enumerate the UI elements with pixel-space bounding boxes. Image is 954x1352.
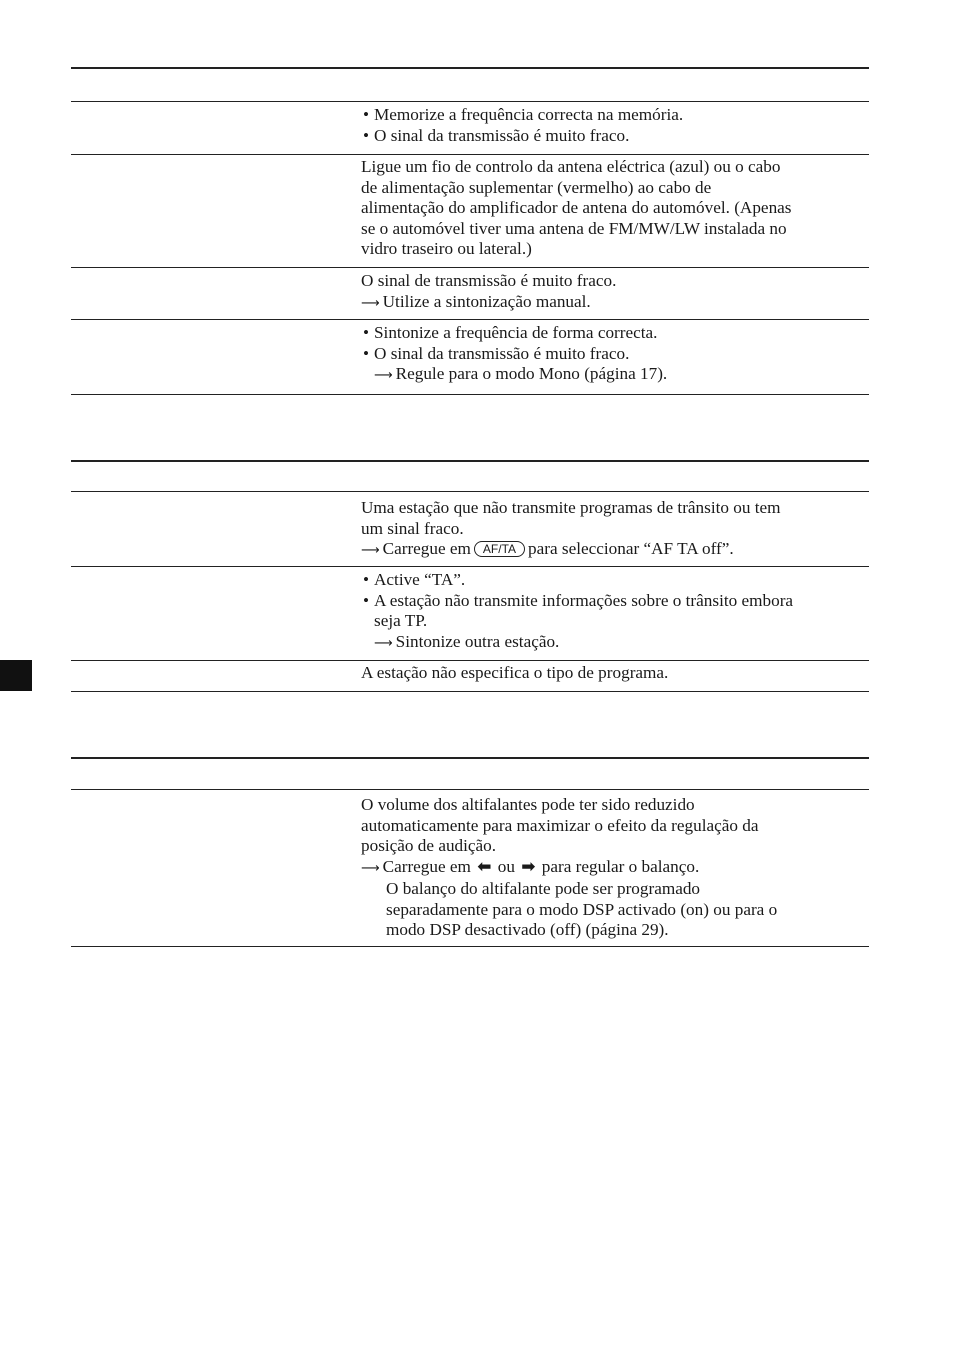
bullet-item: • O sinal da transmissão é muito fraco. [361,344,873,365]
text-segment: Carregue em [382,856,471,876]
text-line: O balanço do altifalante pode ser programado [386,879,701,898]
section3-row1-answer [361,795,873,941]
text-segment: para seleccionar “AF TA off”. [528,539,734,558]
section2-row2-answer [361,570,873,654]
text-line: A estação não especifica o tipo de programa. [361,663,669,682]
row-divider [71,154,869,155]
text-line: automaticamente para maximizar o efeito da regulação da [361,815,759,835]
text-line: Sintonize outra estação. [395,631,560,651]
text-segment: ou [497,856,515,876]
arrow-right-icon: ⟶ [374,635,393,651]
section2-header-rule [71,491,869,492]
af-ta-key-icon: AF/TA [474,541,525,557]
text-line: Ligue um fio de controlo da antena eléctrica (azul) ou o cabo [361,157,781,176]
section1-top-rule [71,67,869,69]
text-line: Utilize a sintonização manual. [382,291,591,311]
arrow-right-icon: ⟶ [361,295,380,311]
left-arrow-key-icon: ⬅ [477,856,492,877]
text-line: posição de audição. [361,836,497,855]
section2-bottom-rule [71,691,869,692]
text-line: O volume dos altifalantes pode ter sido reduzido [361,795,695,814]
row-divider [71,267,869,268]
text-line: de alimentação suplementar (vermelho) ao cabo de [361,177,712,197]
bullet-item: • Memorize a frequência correcta na memória. [361,105,873,126]
bullet-item: • Sintonize a frequência de forma correcta. [361,323,873,344]
text-line: Regule para o modo Mono (página 17). [395,364,668,383]
text-line: um sinal fraco. [361,518,464,538]
section3-top-rule [71,757,869,759]
section2-row3-answer [361,663,873,684]
section1-row4-answer [361,323,873,387]
arrow-right-icon: ⟶ [374,368,393,383]
section1-bottom-rule [71,394,869,395]
bullet-item: • A estação não transmite informações sobre o trânsito embora [361,591,873,612]
text-line: vidro traseiro ou lateral.) [361,239,532,258]
text-line: separadamente para o modo DSP activado (on) ou para o [386,899,778,919]
section1-row2-answer [361,157,873,260]
section3-bottom-rule [71,946,869,947]
row-divider [71,566,869,567]
side-tab-marker [0,660,32,691]
text-line: alimentação do amplificador de antena do automóvel. (Apenas [361,198,792,217]
section1-row3-answer [361,271,873,314]
section3-header-rule [71,789,869,790]
text-line: seja TP. [374,611,428,630]
text-segment: para regular o balanço. [541,856,700,876]
arrow-right-icon: ⟶ [361,543,380,558]
bullet-item: • O sinal da transmissão é muito fraco. [361,126,873,147]
section2-row1-answer [361,498,873,562]
text-line: se o automóvel tiver uma antena de FM/MW/LW instalada no [361,218,787,238]
arrow-right-icon: ⟶ [361,860,380,876]
text-line: O sinal de transmissão é muito fraco. [361,271,617,290]
row-divider [71,319,869,320]
bullet-item: • Active “TA”. [361,570,873,591]
right-arrow-key-icon: ➡ [521,856,536,877]
text-segment: Carregue em [382,539,471,558]
section1-row1-answer [361,105,873,146]
section2-top-rule [71,460,869,462]
section1-header-rule [71,101,869,102]
text-line: modo DSP desactivado (off) (página 29). [386,920,669,939]
text-line: Uma estação que não transmite programas de trânsito ou tem [361,498,781,517]
row-divider [71,660,869,661]
